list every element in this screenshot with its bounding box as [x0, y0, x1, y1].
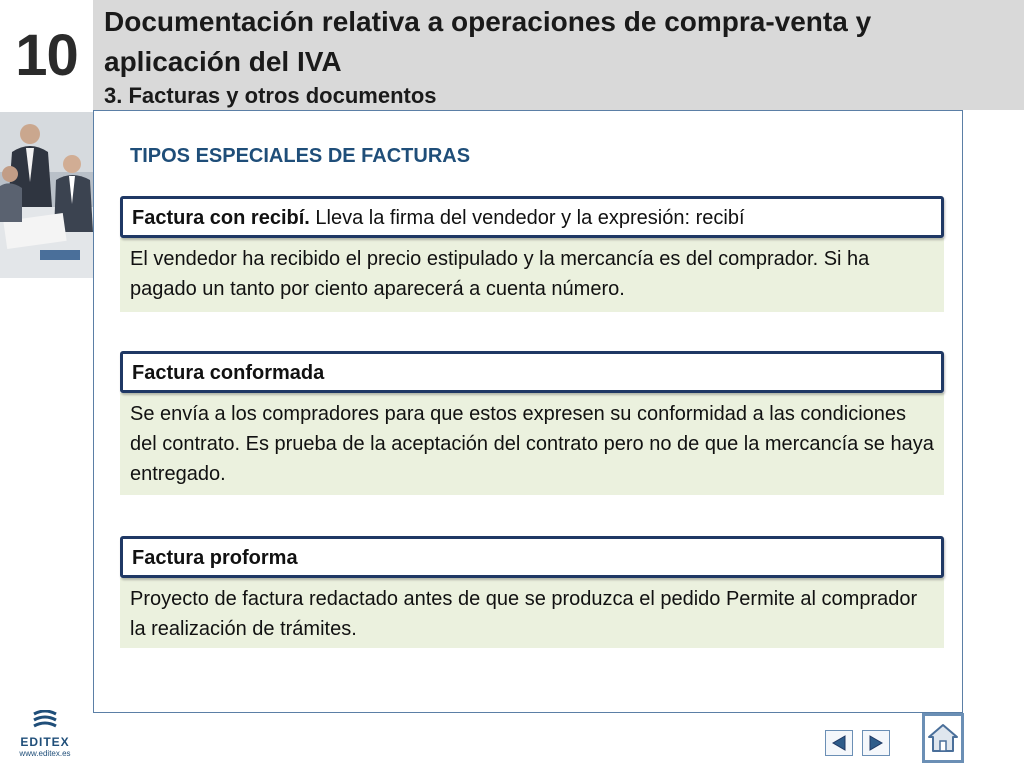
- item-header-factura-con-recibi: [120, 196, 944, 238]
- business-people-photo: [0, 112, 93, 278]
- section-title: TIPOS ESPECIALES DE FACTURAS: [130, 145, 471, 167]
- next-slide-button[interactable]: [862, 730, 890, 756]
- item-body-factura-proforma: Proyecto de factura redactado antes de que se produzca el pedido Permite al comprador la realización de trámites.: [120, 578, 944, 648]
- item-header-factura-proforma: [120, 536, 944, 578]
- item-header-factura-conformada: [120, 351, 944, 393]
- slide-title: Documentación relativa a operaciones de compra-venta y aplicación del IVA: [104, 6, 872, 77]
- editex-logo: [14, 710, 76, 764]
- editex-logo-url: www.editex.es: [19, 749, 71, 758]
- item-body-factura-con-recibi: El vendedor ha recibido el precio estipulado y la mercancía es del comprador. Si ha pagado un tanto por ciento aparecerá a cuenta número.: [120, 238, 944, 312]
- item-body-factura-conformada: Se envía a los compradores para que estos expresen su conformidad a las condiciones del contrato. Es prueba de la aceptación del contrato pero no de que la mercancía se haya entregado.: [120, 393, 944, 495]
- editex-logo-icon: [30, 710, 60, 730]
- previous-slide-button[interactable]: [825, 730, 853, 756]
- chapter-number: 10: [15, 22, 78, 88]
- triangle-right-icon: [867, 734, 885, 752]
- triangle-left-icon: [830, 734, 848, 752]
- home-icon: [927, 722, 959, 754]
- editex-logo-text: EDITEX: [20, 735, 70, 749]
- chapter-number-box: [0, 0, 93, 110]
- item-title: Factura con recibí.: [132, 207, 310, 229]
- home-button[interactable]: [922, 713, 964, 763]
- item-title-detail: Lleva la firma del vendedor y la expresión: recibí: [309, 207, 745, 229]
- slide-subtitle: 3. Facturas y otros documentos: [104, 83, 437, 108]
- item-title: Factura conformada: [132, 362, 325, 384]
- item-title: Factura proforma: [132, 547, 298, 569]
